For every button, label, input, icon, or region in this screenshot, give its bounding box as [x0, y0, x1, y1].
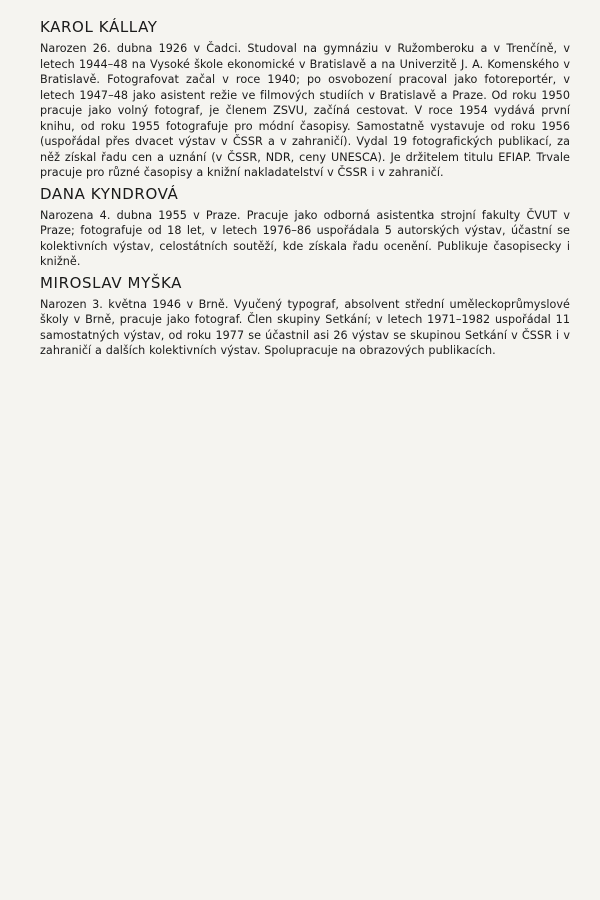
bio-name: MIROSLAV MYŠKA — [40, 273, 183, 292]
bio-karol-kallay — [40, 18, 570, 181]
bio-miroslav-myska — [40, 274, 570, 359]
bio-text: Narozena 4. dubna 1955 v Praze. Pracuje jako odborná asistentka strojní fakulty ČVUT v Praze; fotografuje od 18 let, v letech 1976–86 uspořádala 5 autorských výstav, účastní se kolektivních výstav, celostátních soutěží, kde získala řadu ocenění. Publikuje časopisecky i knižně. — [40, 208, 570, 268]
bio-text: Narozen 3. května 1946 v Brně. Vyučený typograf, absolvent střední uměleckoprůmyslové školy v Brně, pracuje jako fotograf. Člen skupiny Setkání; v letech 1971–1982 uspořádal 11 samostatných výstav, od roku 1977 se účastnil asi 26 výstav se skupinou Setkání v ČSSR i v zahraničí a dalších kolektivních výstav. Spolupracuje na obrazových publikacích. — [40, 297, 570, 357]
bio-name: DANA KYNDROVÁ — [40, 184, 179, 203]
bio-dana-kyndrova — [40, 185, 570, 270]
bio-name: KAROL KÁLLAY — [40, 18, 158, 36]
document-page — [40, 18, 570, 363]
bio-text: Narozen 26. dubna 1926 v Čadci. Studoval na gymnáziu v Ružomberoku a v Trenčíně, v letech 1944–48 na Vysoké škole ekonomické v Bratislavě a na Univerzitě J. A. Komenského v Bratislavě. Fotografovat začal v roce 1940; po osvobození pracoval jako fotoreportér, v letech 1947–48 jako asistent režie ve filmových studiích v Bratislavě a Praze. Od roku 1950 pracuje jako volný fotograf, je členem ZSVU, začíná cestovat. V roce 1954 vydává první knihu, od roku 1955 fotografuje pro módní časopisy. Samostatně vystavuje od roku 1956 (uspořádal přes dvacet výstav v ČSSR a v zahraničí). Vydal 19 fotografických publikací, za něž získal řadu cen a uznání (v ČSSR, NDR, ceny UNESCA). Je držitelem titulu EFIAP. Trvale pracuje pro různé časopisy a knižní nakladatelství v ČSSR i v zahraničí. — [40, 42, 570, 179]
